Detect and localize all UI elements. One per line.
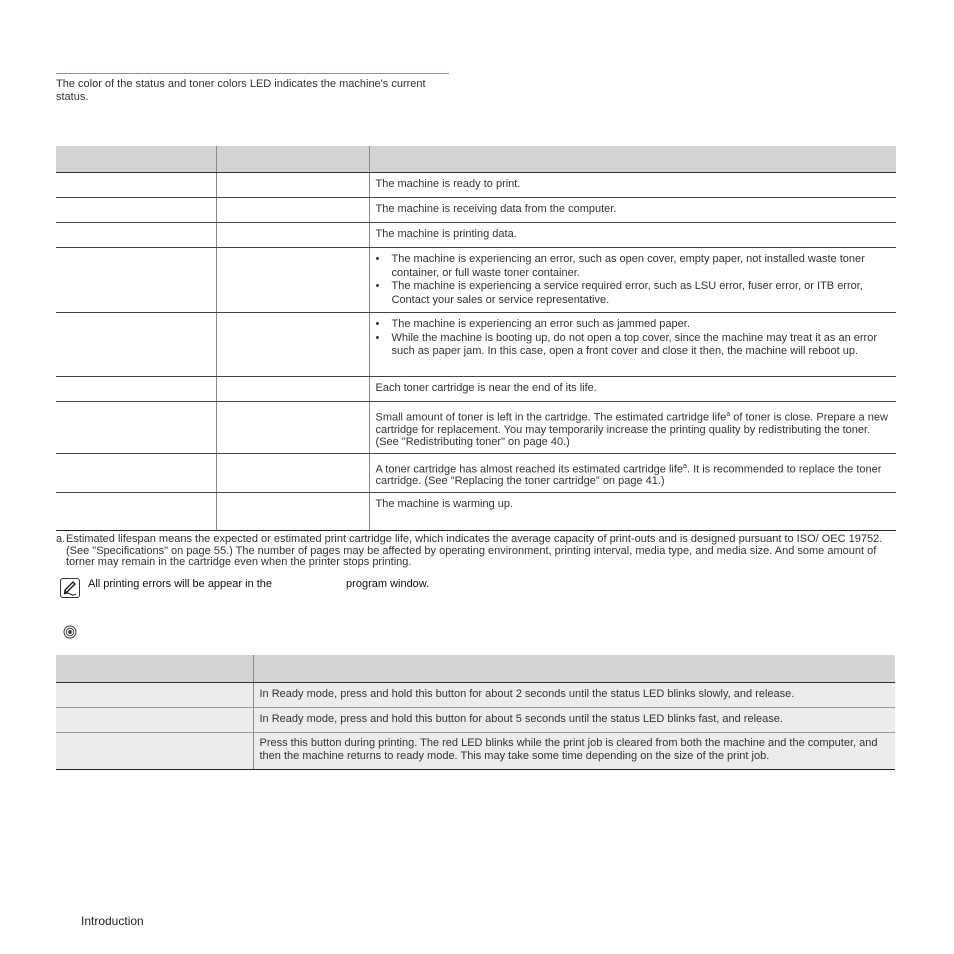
table-row (56, 453, 896, 493)
header-cell (56, 146, 216, 173)
description-cell: The machine is ready to print. (369, 173, 896, 198)
led-status-table (56, 146, 896, 531)
note-text-end: program window. (346, 578, 430, 590)
status-cell (216, 173, 369, 198)
function-cell (56, 683, 253, 708)
table-header-row (56, 655, 895, 683)
header-cell (369, 146, 896, 173)
description-text: A toner cartridge has almost reached its estimated cartridge life (375, 463, 684, 476)
bullet-list (376, 318, 891, 359)
table-row (56, 683, 895, 708)
table-row (56, 377, 896, 402)
table-row (56, 248, 896, 313)
status-cell (216, 402, 369, 454)
status-cell (216, 198, 369, 223)
led-cell (56, 377, 216, 402)
note-text (88, 578, 429, 590)
table-header-row (56, 146, 896, 173)
table-row (56, 493, 896, 531)
note-text-start: All printing errors will be appear in the (88, 578, 273, 590)
table-row (56, 223, 896, 248)
description-cell (369, 248, 896, 313)
table-row (56, 173, 896, 198)
status-cell (216, 493, 369, 531)
stop-button-icon (63, 625, 77, 639)
description-text: . It is recommended to replace the toner cartridge. (See "Replacing the toner cartridge" on page 41.) (375, 463, 882, 488)
list-item: • The machine is experiencing an error, such as open cover, empty paper, not installed waste toner container, or full waste toner container. (376, 253, 891, 280)
function-cell (56, 708, 253, 733)
table-row (56, 198, 896, 223)
table-row (56, 313, 896, 377)
description-cell: Press this button during printing. The red LED blinks while the print job is cleared from both the machine and the computer, and then the machine returns to ready mode. This may take some time depending on the size of the print job. (253, 733, 895, 770)
footnote (56, 534, 896, 569)
footnote-marker: a. (56, 533, 66, 545)
list-item: • The machine is experiencing a service required error, such as LSU error, fuser error, or ITB error, Contact your sales or service representative. (376, 280, 891, 307)
led-cell (56, 313, 216, 377)
section-rule (56, 73, 449, 74)
description-cell: In Ready mode, press and hold this button for about 5 seconds until the status LED blinks fast, and release. (253, 708, 895, 733)
led-cell (56, 198, 216, 223)
bullet-list (376, 253, 891, 307)
led-cell (56, 493, 216, 531)
header-cell (253, 655, 895, 683)
header-cell (56, 655, 253, 683)
table-row (56, 733, 895, 770)
status-cell (216, 313, 369, 377)
led-cell (56, 248, 216, 313)
description-text: of toner is close. Prepare a new cartridge for replacement. You may temporarily increase the printing quality by redistributing the toner. (See "Redistributing toner" on page 40.) (375, 411, 888, 448)
status-cell (216, 377, 369, 402)
led-cell (56, 453, 216, 493)
description-cell (369, 313, 896, 377)
footnote-ref: a (726, 411, 731, 418)
description-cell: Each toner cartridge is near the end of its life. (369, 377, 896, 402)
footnote-text: Estimated lifespan means the expected or estimated print cartridge life, which indicates the average capacity of print-outs and is designed pursuant to ISO/ OEC 19752. (See "Specifications" on page 55.) The number of pages may be affected by operating environment, printing interval, media type, and media size. And some amount of torner may remain in the cartridge even when the printer stops printing. (66, 533, 883, 568)
description-cell: In Ready mode, press and hold this button for about 2 seconds until the status LED blinks slowly, and release. (253, 683, 895, 708)
footer-section-label: Introduction (81, 914, 144, 928)
led-cell (56, 223, 216, 248)
description-cell: The machine is printing data. (369, 223, 896, 248)
status-cell (216, 453, 369, 493)
list-item: • The machine is experiencing an error such as jammed paper. (376, 318, 891, 332)
note-pencil-icon (60, 578, 80, 598)
header-cell (216, 146, 369, 173)
table-row (56, 708, 895, 733)
status-cell (216, 248, 369, 313)
button-function-table (56, 655, 895, 770)
led-cell (56, 402, 216, 454)
footnote-ref: a (683, 462, 687, 470)
list-item: • While the machine is booting up, do not open a top cover, since the machine may treat it as an error such as paper jam. In this case, open a front cover and close it then, the machine will reboot up. (376, 332, 891, 359)
description-text: Small amount of toner is left in the cartridge. The estimated cartridge life (375, 411, 727, 424)
description-cell: The machine is warming up. (369, 493, 896, 531)
description-cell (369, 453, 896, 493)
table-row (56, 402, 896, 454)
description-cell (369, 402, 896, 454)
function-cell (56, 733, 253, 770)
led-cell (56, 173, 216, 198)
intro-paragraph: The color of the status and toner colors LED indicates the machine's current status. (56, 78, 426, 103)
status-cell (216, 223, 369, 248)
description-cell: The machine is receiving data from the computer. (369, 198, 896, 223)
